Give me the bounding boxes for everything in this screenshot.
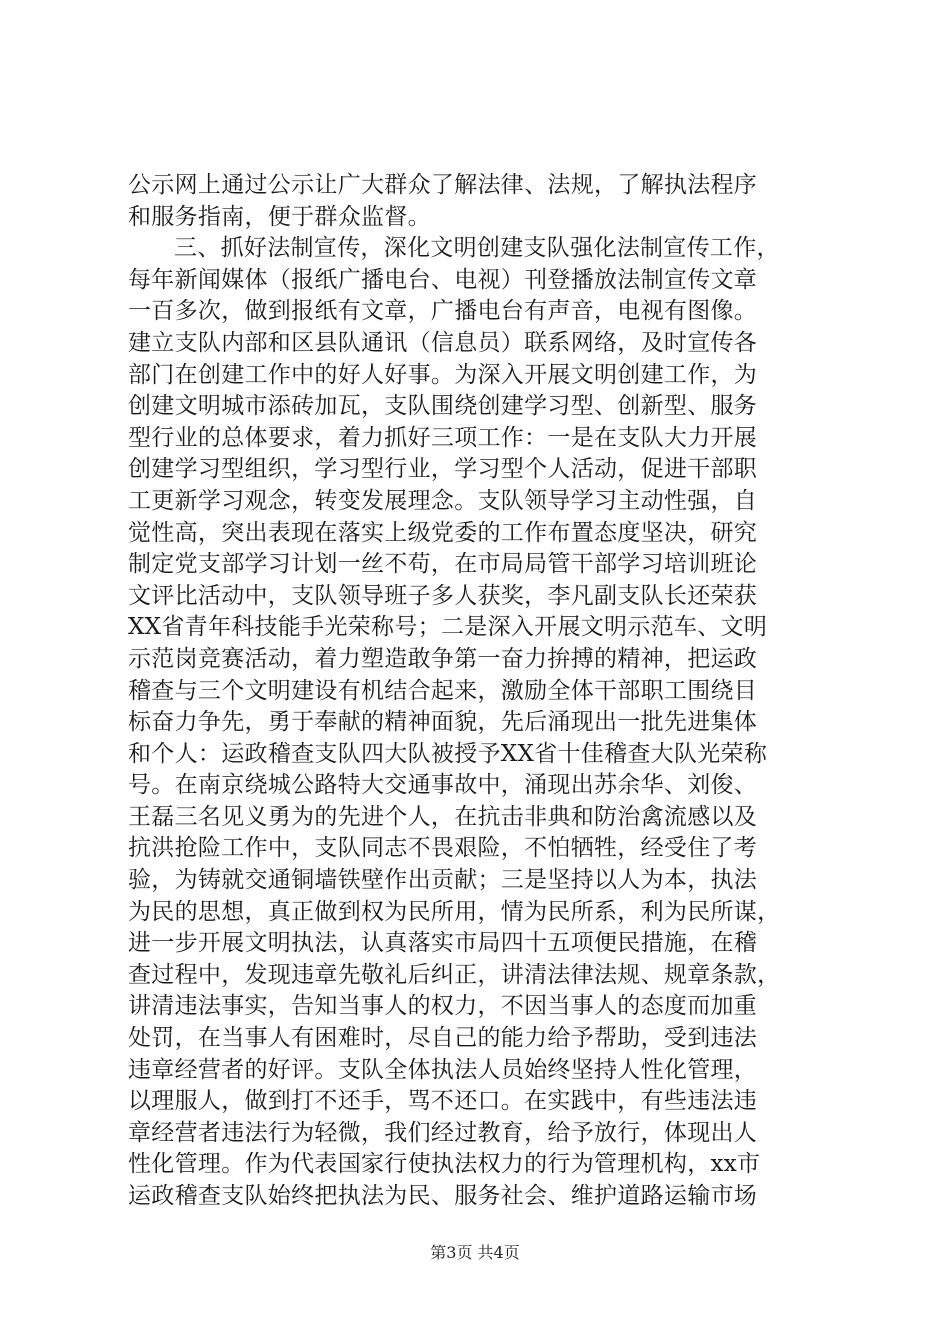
text-line: 文评比活动中，支队领导班子多人获奖，李凡副支队长还荣获 [128, 582, 758, 609]
page-footer [0, 1243, 950, 1263]
text-line: 示范岗竞赛活动，着力塑造敢争第一奋力拚搏的精神，把运政 [128, 645, 758, 672]
text-line: 王磊三名见义勇为的先进个人，在抗击非典和防治禽流感以及 [128, 803, 758, 830]
text-line: 以理服人，做到打不还手，骂不还口。在实践中，有些违法违 [128, 1088, 758, 1115]
text-line: 创建学习型组织，学习型行业，学习型个人活动，促进干部职 [128, 456, 758, 483]
text-line: 性化管理。作为代表国家行使执法权力的行为管理机构，xx市 [128, 1151, 761, 1178]
text-line: 工更新学习观念，转变发展理念。支队领导学习主动性强，自 [128, 487, 758, 514]
text-line: 和服务指南，便于群众监督。 [128, 203, 431, 230]
text-line: 公示网上通过公示让广大群众了解法律、法规，了解执法程序 [128, 172, 758, 198]
text-line: 创建文明城市添砖加瓦，支队围绕创建学习型、创新型、服务 [128, 393, 758, 420]
page-number: 第3页 共4页 [430, 1243, 520, 1262]
text-line: 型行业的总体要求，着力抓好三项工作：一是在支队大力开展 [128, 424, 758, 451]
text-line: 一百多次，做到报纸有文章，广播电台有声音，电视有图像。 [128, 298, 758, 325]
text-line: 为民的思想，真正做到权为民所用，情为民所系，利为民所谋， [128, 898, 781, 925]
text-line: 每年新闻媒体（报纸广播电台、电视）刊登播放法制宣传文章 [128, 266, 758, 293]
text-line: 抗洪抢险工作中，支队同志不畏艰险，不怕牺牲，经受住了考 [128, 835, 758, 862]
text-line: 三、抓好法制宣传，深化文明创建支队强化法制宣传工作， [174, 235, 780, 262]
text-line: 章经营者违法行为轻微，我们经过教育，给予放行，体现出人 [128, 1119, 758, 1146]
text-line: 进一步开展文明执法，认真落实市局四十五项便民措施，在稽 [128, 930, 758, 957]
text-line: 制定党支部学习计划一丝不苟，在市局局管干部学习培训班论 [128, 551, 758, 578]
text-line: XX省青年科技能手光荣称号；二是深入开展文明示范车、文明 [128, 614, 768, 641]
text-line: 违章经营者的好评。支队全体执法人员始终坚持人性化管理， [128, 1056, 758, 1083]
text-line: 处罚，在当事人有困难时，尽自己的能力给予帮助，受到违法 [128, 1025, 758, 1052]
text-line: 觉性高，突出表现在落实上级党委的工作布置态度坚决，研究 [128, 519, 758, 546]
text-line: 和个人：运政稽查支队四大队被授予XX省十佳稽查大队光荣称 [128, 740, 768, 767]
text-line: 号。在南京绕城公路特大交通事故中，涌现出苏余华、刘俊、 [128, 772, 758, 799]
text-line: 运政稽查支队始终把执法为民、服务社会、维护道路运输市场 [128, 1183, 758, 1209]
text-line: 稽查与三个文明建设有机结合起来，激励全体干部职工围绕目 [128, 677, 758, 704]
body-text [128, 170, 828, 1213]
text-line: 标奋力争先，勇于奉献的精神面貌，先后涌现出一批先进集体 [128, 709, 758, 736]
text-line: 讲清违法事实，告知当事人的权力，不因当事人的态度而加重 [128, 993, 758, 1020]
text-line: 部门在创建工作中的好人好事。为深入开展文明创建工作，为 [128, 361, 758, 388]
text-line: 验，为铸就交通铜墙铁壁作出贡献；三是坚持以人为本，执法 [128, 867, 758, 894]
text-line: 建立支队内部和区县队通讯（信息员）联系网络，及时宣传各 [128, 329, 758, 356]
text-line: 查过程中，发现违章先敬礼后纠正，讲清法律法规、规章条款， [128, 961, 781, 988]
